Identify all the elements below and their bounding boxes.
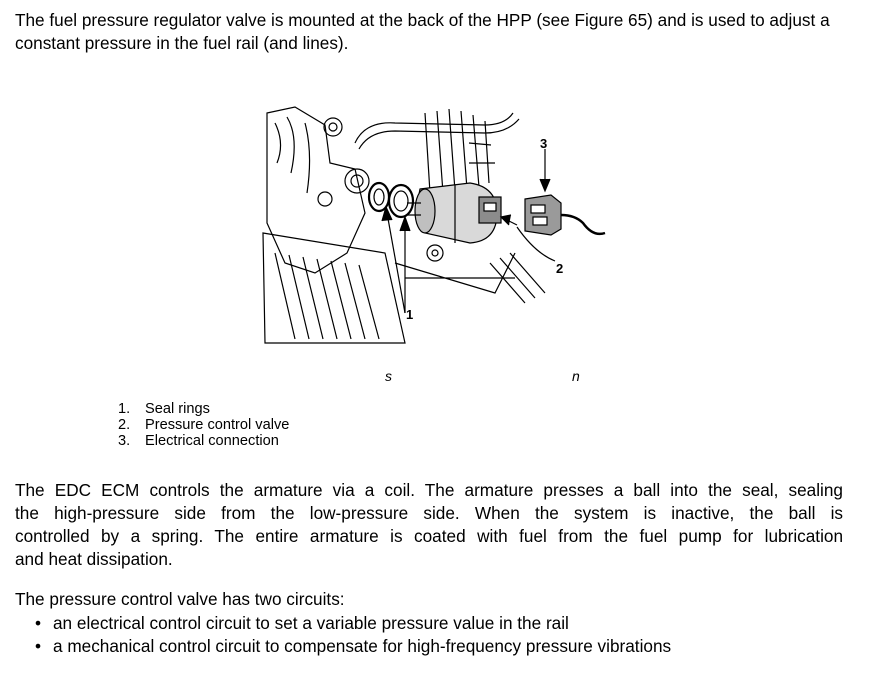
edc-line: and heat dissipation. xyxy=(15,549,173,569)
legend-item xyxy=(118,433,289,449)
callout-2: 2 xyxy=(556,261,564,276)
legend-item xyxy=(118,417,289,433)
list-item xyxy=(35,612,671,635)
pressure-regulator-figure xyxy=(255,103,625,353)
bullet-icon: • xyxy=(35,613,42,633)
figure-legend xyxy=(118,401,289,449)
legend-label: Seal rings xyxy=(145,401,210,417)
legend-item xyxy=(118,401,289,417)
legend-label: Pressure control valve xyxy=(145,417,290,433)
bullet-icon: • xyxy=(35,636,42,656)
caption-fragment-n: n xyxy=(572,368,580,384)
figure-drawing xyxy=(255,103,625,353)
circuits-intro: The pressure control valve has two circuits: xyxy=(15,589,345,609)
edc-line: controlled by a spring. The entire armature is coated with fuel from the fuel pump for lubrication xyxy=(15,526,843,546)
callout-3: 3 xyxy=(540,136,548,151)
list-item-text: a mechanical control circuit to compensate for high-frequency pressure vibrations xyxy=(53,636,672,656)
circuits-list xyxy=(35,612,671,658)
callout-1: 1 xyxy=(406,307,414,322)
list-item-text: an electrical control circuit to set a variable pressure value in the rail xyxy=(53,613,569,633)
legend-label: Electrical connection xyxy=(145,433,279,449)
intro-paragraph: The fuel pressure regulator valve is mounted at the back of the HPP (see Figure 65) and is used to adjust a constant pressure in the fuel rail (and lines). xyxy=(15,10,830,53)
caption-fragment-s: s xyxy=(385,368,392,384)
edc-paragraph xyxy=(15,479,843,571)
edc-line: The EDC ECM controls the armature via a coil. The armature presses a ball into the seal, sealing xyxy=(15,480,843,500)
legend-number: 2. xyxy=(118,417,131,433)
legend-number: 1. xyxy=(118,401,131,417)
list-item xyxy=(35,635,671,658)
legend-number: 3. xyxy=(118,433,131,449)
edc-line: the high-pressure side from the low-pressure side. When the system is inactive, the ball is xyxy=(15,503,843,523)
